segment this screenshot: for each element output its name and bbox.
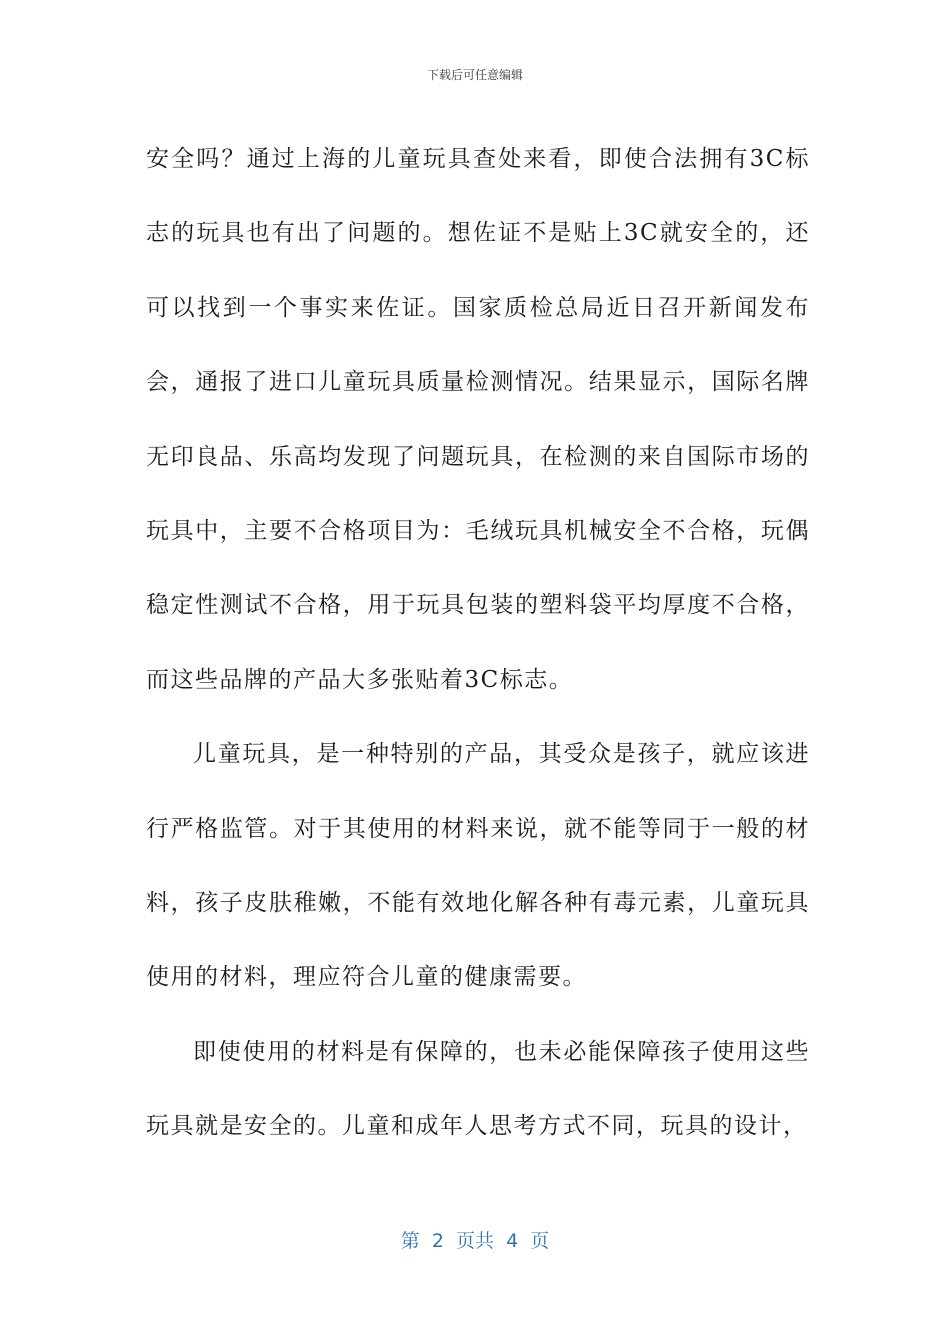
paragraph-1: 安全吗？通过上海的儿童玩具查处来看，即使合法拥有3C标志的玩具也有出了问题的。想佐证不是贴上3C就安全的，还可以找到一个事实来佐证。国家质检总局近日召开新闻发布会，通报了进口儿童玩具质量检测情况。结果显示，国际名牌无印良品、乐高均发现了问题玩具，在检测的来自国际市场的玩具中，主要不合格项目为：毛绒玩具机械安全不合格，玩偶稳定性测试不合格，用于玩具包装的塑料袋平均厚度不合格，而这些品牌的产品大多张贴着3C标志。: [146, 146, 810, 693]
paragraph-3: 即使使用的材料是有保障的，也未必能保障孩子使用这些玩具就是安全的。儿童和成年人思考方式不同，玩具的设计，: [146, 1038, 810, 1140]
page-header: 下载后可任意编辑: [426, 68, 523, 82]
document-body: [146, 122, 810, 1164]
page-number-footer: 第 2 页共 4 页: [400, 1230, 550, 1252]
paragraph-2: 儿童玩具，是一种特别的产品，其受众是孩子，就应该进行严格监管。对于其使用的材料来说，就不能等同于一般的材料，孩子皮肤稚嫩，不能有效地化解各种有毒元素，儿童玩具使用的材料，理应符合儿童的健康需要。: [146, 741, 810, 991]
